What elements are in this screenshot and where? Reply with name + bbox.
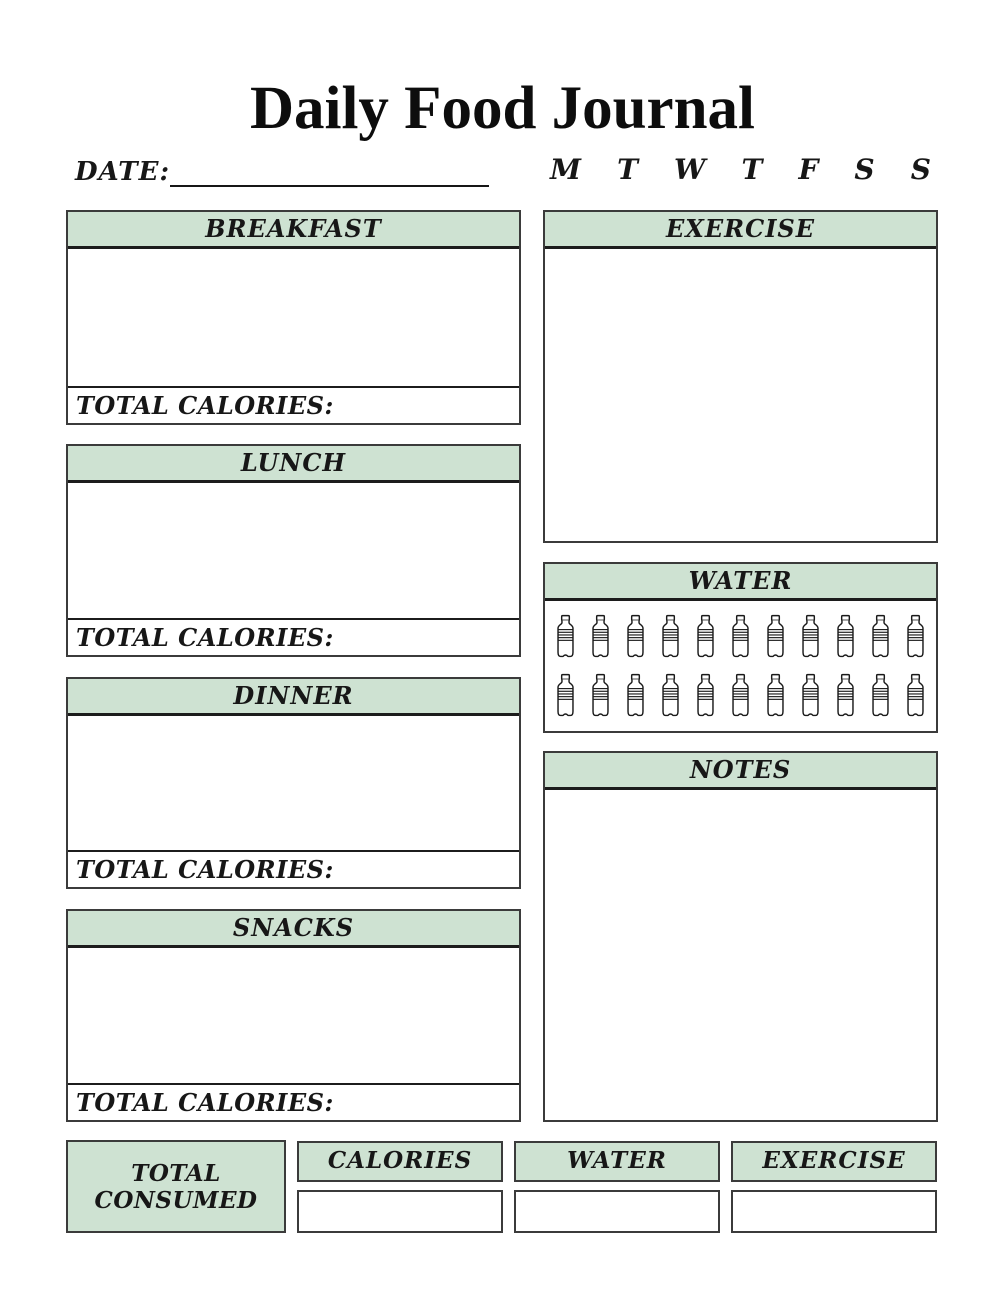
snacks-section [66, 909, 521, 1122]
snacks-total-value[interactable] [334, 1085, 519, 1120]
water-bottle-icon[interactable] [869, 672, 892, 719]
summary-calories-input[interactable] [297, 1190, 503, 1233]
lunch-total-label: TOTAL CALORIES: [76, 623, 334, 652]
water-header: WATER [545, 564, 936, 601]
dinner-section [66, 677, 521, 889]
water-bottle-icon[interactable] [589, 613, 612, 660]
notes-entry-area[interactable] [545, 790, 936, 1120]
breakfast-section [66, 210, 521, 425]
water-bottle-icon[interactable] [764, 672, 787, 719]
summary-exercise-input[interactable] [731, 1190, 937, 1233]
weekday-tuesday[interactable]: T [617, 153, 638, 186]
water-bottle-icon[interactable] [659, 613, 682, 660]
summary-calories-header: CALORIES [297, 1141, 503, 1182]
water-bottle-icon[interactable] [589, 672, 612, 719]
water-bottle-icon[interactable] [834, 613, 857, 660]
water-bottle-icon[interactable] [729, 613, 752, 660]
weekday-selector [543, 153, 938, 186]
lunch-section [66, 444, 521, 657]
breakfast-entry-area[interactable] [68, 249, 519, 386]
dinner-header: DINNER [68, 679, 519, 716]
dinner-total-value[interactable] [334, 852, 519, 887]
lunch-header: LUNCH [68, 446, 519, 483]
weekday-thursday[interactable]: T [741, 153, 763, 186]
notes-section [543, 751, 938, 1122]
breakfast-total-row [68, 386, 519, 423]
water-bottle-icon[interactable] [694, 672, 717, 719]
water-bottle-icon[interactable] [904, 672, 927, 719]
weekday-wednesday[interactable]: W [674, 153, 706, 186]
water-row [545, 613, 936, 660]
water-bottle-icon[interactable] [554, 613, 577, 660]
breakfast-header: BREAKFAST [68, 212, 519, 249]
water-bottle-icon[interactable] [869, 613, 892, 660]
exercise-section [543, 210, 938, 543]
breakfast-total-label: TOTAL CALORIES: [76, 391, 334, 420]
water-tracker [545, 601, 936, 731]
water-bottle-icon[interactable] [694, 613, 717, 660]
weekday-saturday[interactable]: S [854, 153, 875, 186]
exercise-header: EXERCISE [545, 212, 936, 249]
water-bottle-icon[interactable] [904, 613, 927, 660]
water-bottle-icon[interactable] [624, 613, 647, 660]
water-bottle-icon[interactable] [799, 613, 822, 660]
lunch-total-row [68, 618, 519, 655]
water-bottle-icon[interactable] [799, 672, 822, 719]
breakfast-total-value[interactable] [334, 388, 519, 423]
snacks-entry-area[interactable] [68, 948, 519, 1083]
exercise-entry-area[interactable] [545, 249, 936, 541]
dinner-total-label: TOTAL CALORIES: [76, 855, 334, 884]
summary-exercise-header: EXERCISE [731, 1141, 937, 1182]
total-consumed-box: TOTAL CONSUMED [66, 1140, 286, 1233]
dinner-total-row [68, 850, 519, 887]
date-row [75, 158, 489, 187]
summary-water-input[interactable] [514, 1190, 720, 1233]
notes-header: NOTES [545, 753, 936, 790]
page-title: Daily Food Journal [249, 75, 755, 142]
date-input-line[interactable] [170, 158, 489, 187]
water-bottle-icon[interactable] [659, 672, 682, 719]
dinner-entry-area[interactable] [68, 716, 519, 850]
water-bottle-icon[interactable] [554, 672, 577, 719]
lunch-total-value[interactable] [334, 620, 519, 655]
weekday-sunday[interactable]: S [910, 153, 931, 186]
water-bottle-icon[interactable] [764, 613, 787, 660]
date-label: DATE: [75, 157, 171, 188]
water-bottle-icon[interactable] [624, 672, 647, 719]
water-bottle-icon[interactable] [834, 672, 857, 719]
water-bottle-icon[interactable] [729, 672, 752, 719]
lunch-entry-area[interactable] [68, 483, 519, 618]
snacks-total-label: TOTAL CALORIES: [76, 1088, 334, 1117]
snacks-header: SNACKS [68, 911, 519, 948]
snacks-total-row [68, 1083, 519, 1120]
weekday-monday[interactable]: M [550, 153, 581, 186]
weekday-friday[interactable]: F [798, 153, 819, 186]
water-row [545, 672, 936, 719]
water-section [543, 562, 938, 733]
summary-water-header: WATER [514, 1141, 720, 1182]
